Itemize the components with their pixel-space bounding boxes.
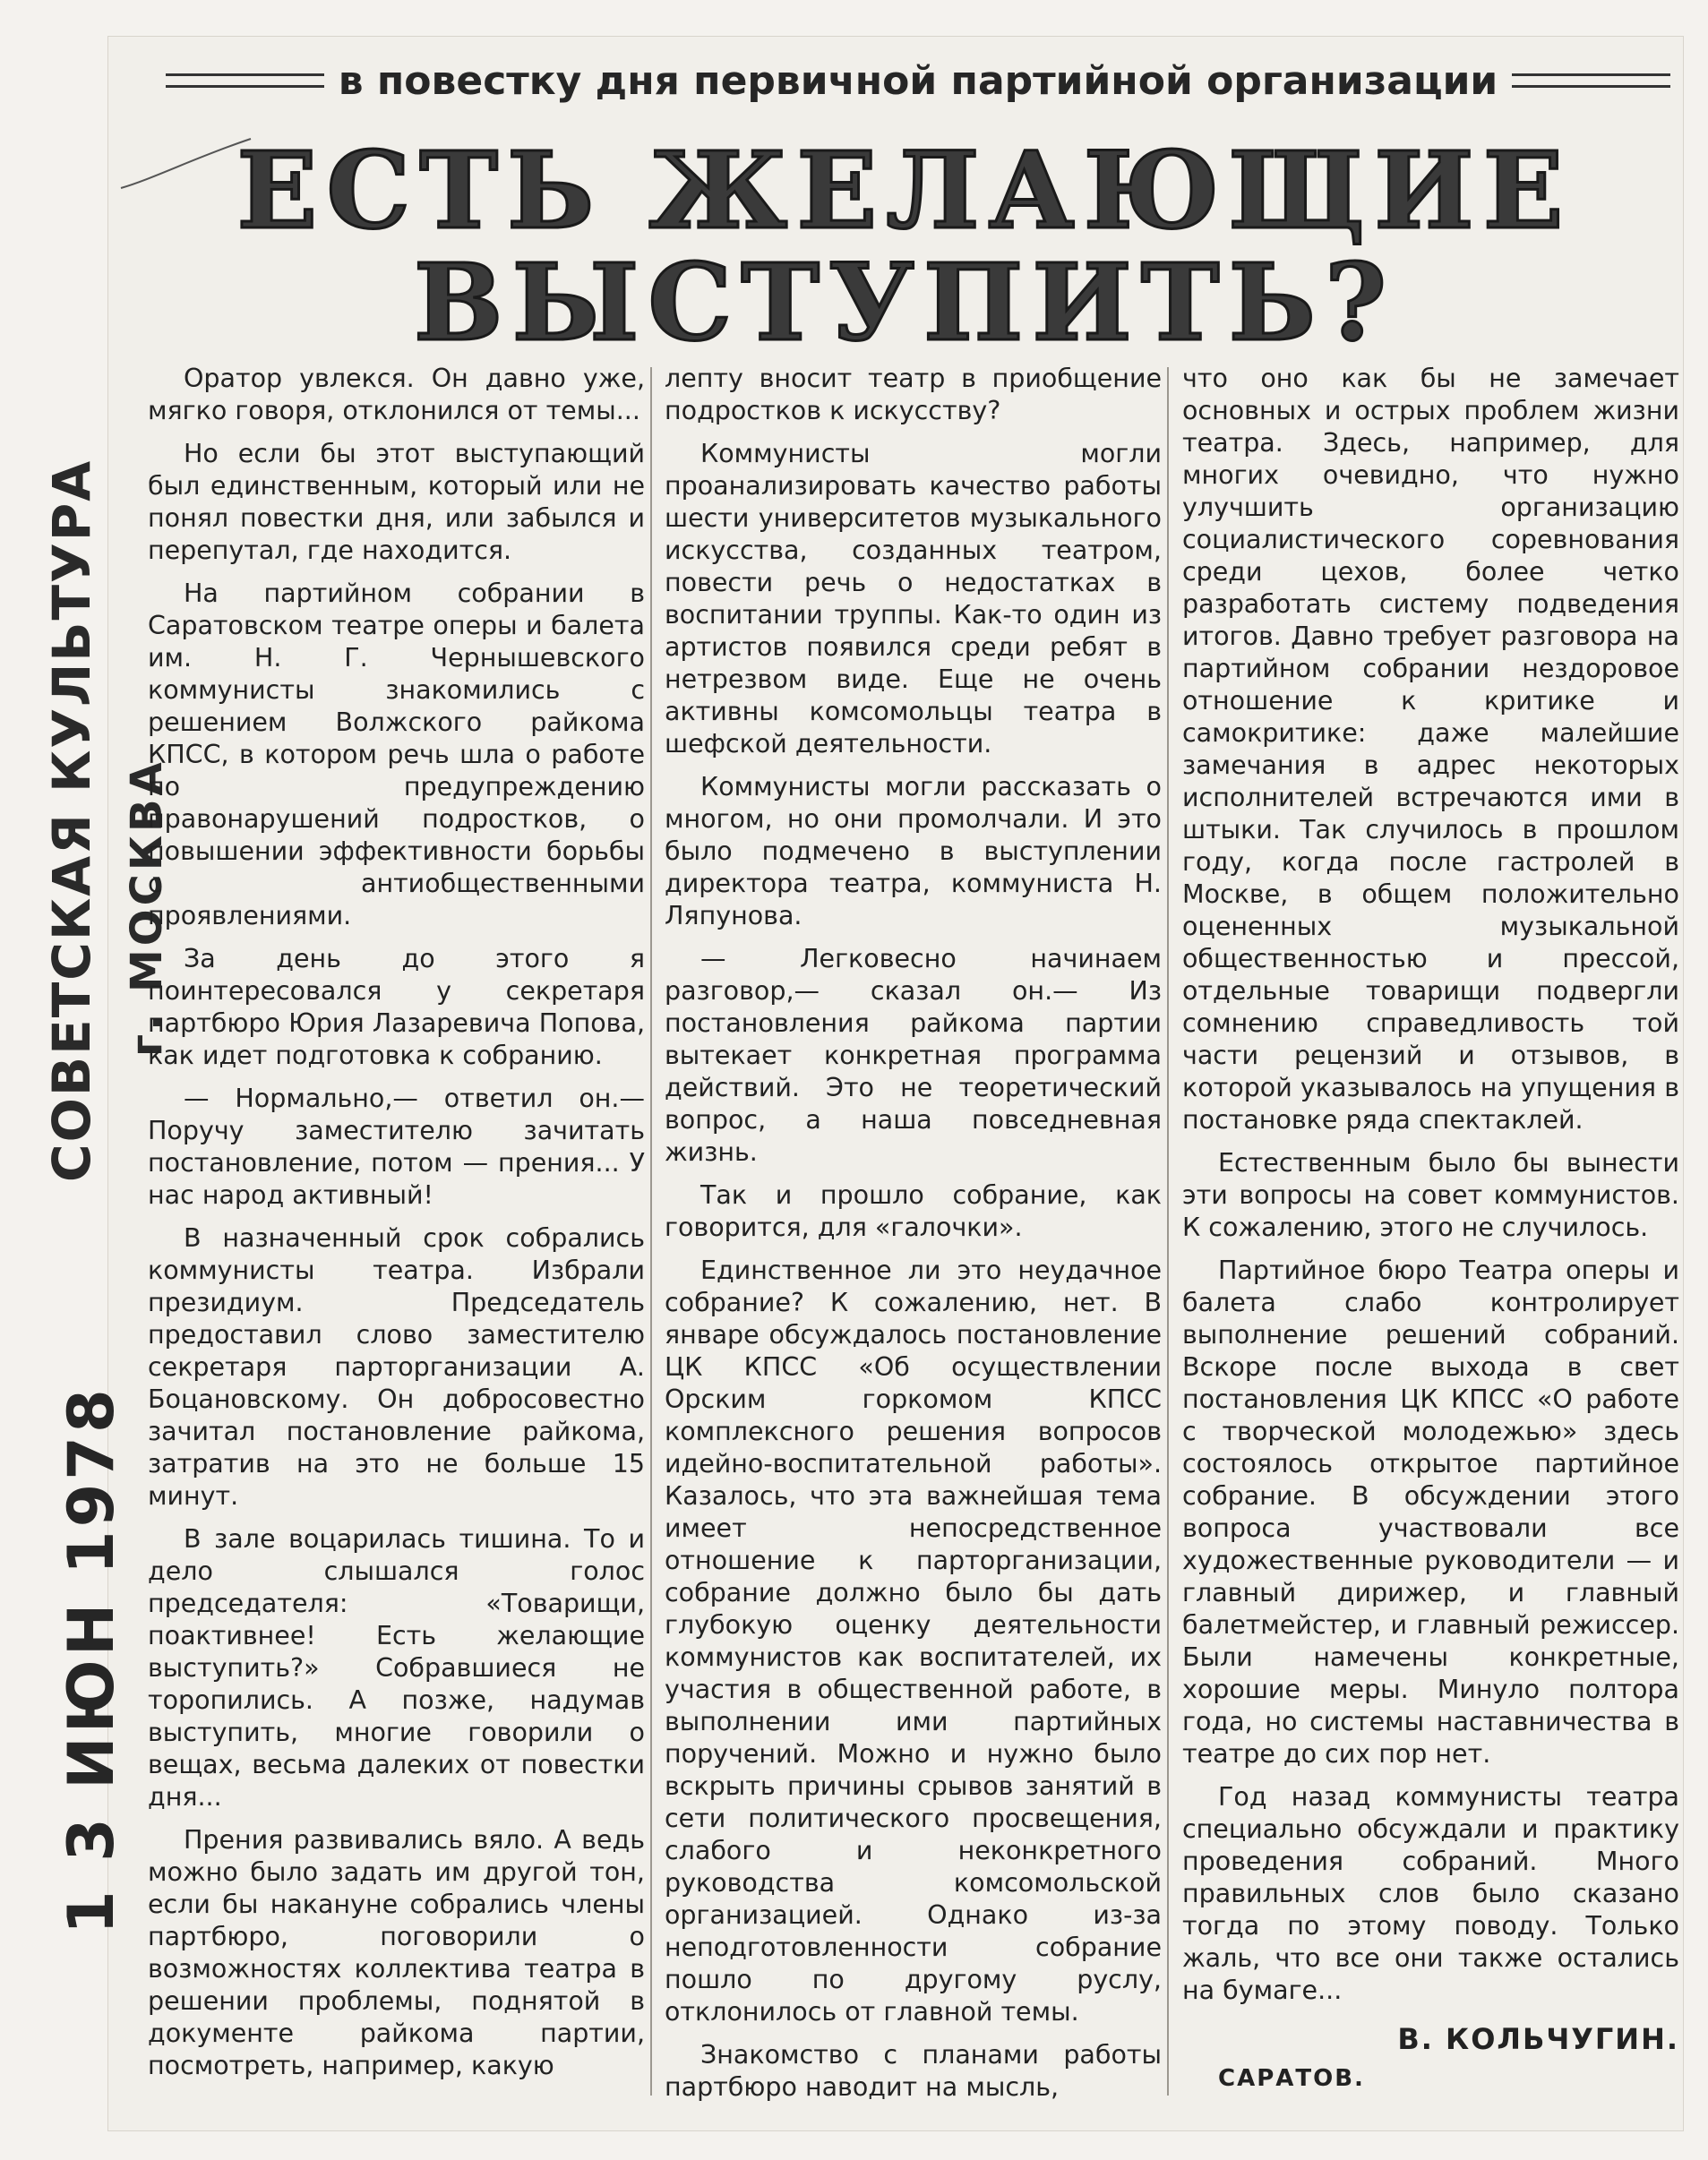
- stamp-date: 1 3 ИЮН 1978: [55, 1385, 128, 1934]
- stamp-newspaper-name: СОВЕТСКАЯ КУЛЬТУРА: [41, 459, 102, 1182]
- paragraph: В зале воцарилась тишина. То и дело слышался голос председателя: «Товарищи, поактивнее! Есть желающие выступить?» Собравшиеся не торопились. А позже, надумав выступить, многие говорили о вещах, весьма далеких от повестки дня...: [148, 1524, 645, 1812]
- library-stamp: [14, 459, 172, 2042]
- paragraph: Коммунисты могли проанализировать качество работы шести университетов музыкального искусства, созданных театром, повести речь о недостатках в воспитании труппы. Как-то один из артистов появился среди ребят в нетрезвом виде. Еще не очень активны комсомольцы театра в шефской деятельности.: [665, 439, 1162, 759]
- paragraph: Естественным было бы вынести эти вопросы на совет коммунистов. К сожалению, этого не случилось.: [1182, 1148, 1679, 1242]
- paragraph: — Легковесно начинаем разговор,— сказал он.— Из постановления райкома партии вытекает конкретная программа действий. Это не теоретический вопрос, а наша повседневная жизнь.: [665, 944, 1162, 1167]
- paragraph: В назначенный срок собрались коммунисты театра. Избрали президиум. Председатель предоставил слово заместителю секретаря парторганизации А. Боцановскому. Он добросовестно зачитал постановление райкома, затратив на это не больше 15 минут.: [148, 1223, 645, 1511]
- rubric-text: в повестку дня первичной партийной организации: [338, 57, 1498, 104]
- headline-line-1: ЕСТЬ ЖЕЛАЮЩИЕ: [236, 128, 1573, 253]
- column-divider: [650, 367, 652, 2096]
- article-column-1: [148, 363, 645, 2093]
- paragraph: Коммунисты могли рассказать о многом, но они промолчали. И это было подмечено в выступлении директора театра, коммуниста Н. Ляпунова.: [665, 772, 1162, 930]
- column-divider: [1167, 367, 1169, 2096]
- rubric: [166, 54, 1670, 107]
- paragraph: За день до этого я поинтересовался у секретаря партбюро Юрия Лазаревича Попова, как идет подготовка к собранию.: [148, 944, 645, 1070]
- paragraph: Прения развивались вяло. А ведь можно было задать им другой тон, если бы накануне собрались члены партбюро, поговорили о возможностях коллектива театра в решении проблемы, поднятой в документе райкома партии, посмотреть, например, какую: [148, 1825, 645, 2080]
- author-location: САРАТОВ.: [1218, 2065, 1365, 2092]
- author-byline: В. КОЛЬЧУГИН.: [1397, 2022, 1679, 2056]
- paragraph: что оно как бы не замечает основных и острых проблем жизни театра. Здесь, например, для многих очевидно, что нужно улучшить организацию социалистического соревнования среди цехов, более четко разработать систему подведения итогов. Давно требует разговора на партийном собрании нездоровое отношение к критике и самокритике: даже малейшие замечания в адрес некоторых исполнителей встречаются ими в штыки. Так случилось в прошлом году, когда после гастролей в Москве, в общем положительно оцененных музыкальной общественностью и прессой, отдельные товарищи подвергли сомнению справедливость той части рецензий и отзывов, в которой указывалось на упущения в постановке ряда спектаклей.: [1182, 364, 1679, 1135]
- paragraph: лепту вносит театр в приобщение подростков к искусству?: [665, 364, 1162, 425]
- article-column-3: [1182, 363, 1679, 2095]
- stamp-city: г. МОСКВА: [122, 759, 172, 1057]
- article-column-2: [665, 363, 1162, 2114]
- paragraph: Единственное ли это неудачное собрание? К сожалению, нет. В январе обсуждалось постановление ЦК КПСС «Об осуществлении Орским горкомом КПСС комплексного решения вопросов идейно-воспитательной работы». Казалось, что эта важнейшая тема имеет непосредственное отношение к парторганизации, собрание должно было бы дать глубокую оценку деятельности коммунистов как воспитателей, их участия в общественной работе, в выполнении ими партийных поручений. Можно и нужно было вскрыть причины срывов занятий в сети политического просвещения, слабого и неконкретного руководства комсомольской организацией. Однако из-за неподготовленности собрание пошло по другому руслу, отклонилось от главной темы.: [665, 1256, 1162, 2027]
- paragraph: Так и прошло собрание, как говорится, для «галочки».: [665, 1180, 1162, 1242]
- paragraph: Оратор увлекся. Он давно уже, мягко говоря, отклонился от темы...: [148, 364, 645, 425]
- paragraph: На партийном собрании в Саратовском театре оперы и балета им. Н. Г. Чернышевского коммунисты знакомились с решением Волжского райкома КПСС, в котором речь шла о работе по предупреждению правонарушений подростков, о повышении эффективности борьбы с антиобщественными проявлениями.: [148, 579, 645, 930]
- headline-line-2: ВЫСТУПИТЬ?: [413, 240, 1396, 364]
- paragraph: Знакомство с планами работы партбюро наводит на мысль,: [665, 2040, 1162, 2102]
- paragraph: Но если бы этот выступающий был единственным, который или не понял повестки дня, или забылся и перепутал, где находится.: [148, 439, 645, 565]
- headline: [179, 128, 1630, 364]
- paragraph: Партийное бюро Театра оперы и балета слабо контролирует выполнение решений собраний. Вскоре после выхода в свет постановления ЦК КПСС «О работе с творческой молодежью» здесь состоялось открытое партийное собрание. В обсуждении этого вопроса участвовали все художественные руководители — и главный дирижер, и главный балетмейстер, и главный режиссер. Были намечены конкретные, хорошие меры. Минуло полтора года, но системы наставничества в театре до сих пор нет.: [1182, 1256, 1679, 1769]
- paragraph: — Нормально,— ответил он.— Поручу заместителю зачитать постановление, потом — прения... У нас народ активный!: [148, 1084, 645, 1210]
- rubric-rule-right: [1512, 73, 1670, 88]
- rubric-rule-left: [166, 73, 324, 88]
- paragraph: Год назад коммунисты театра специально обсуждали и практику проведения собраний. Много правильных слов было сказано тогда по этому поводу. Только жаль, что все они также остались на бумаге...: [1182, 1782, 1679, 2005]
